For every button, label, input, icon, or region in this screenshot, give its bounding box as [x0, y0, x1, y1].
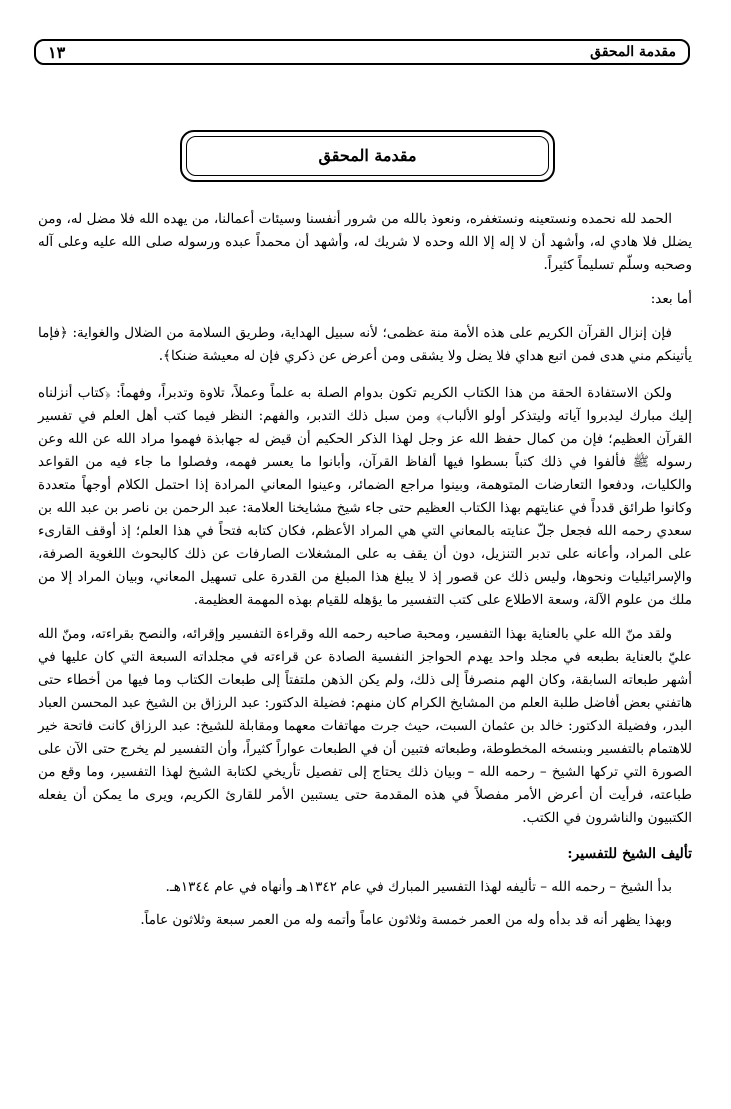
section-title-frame	[180, 130, 555, 182]
header-title: مقدمة المحقق	[590, 44, 676, 60]
paragraph-amma-baad: أما بعد:	[650, 291, 692, 307]
paragraph-benefit: ولكن الاستفادة الحقة من هذا الكتاب الكريم تكون بدوام الصلة به علماً وعملاً، تلاوة وتدبراً، وفهماً: ﴿كتاب أنزلناه إليك مبارك ليدبروا آياته وليتذكر أولو الألباب﴾ ومن سبل ذلك التدبر، والفهم: النظر فيما كتب أهل العلم في تفسير القرآن العظيم؛ فإن من كمال حفظ الله عز وجل لهذا الذكر الحكيم أن قيض له جهابذة فهموا مراد الله عن الله وعن رسوله ﷺ فألفوا في ذلك كتباً بسطوا فيها ألفاظ القرآن، وأبانوا ما يعسر فهمه، وفصلوا ما جاء فيه من القواعد والكليات، ودفعوا التعارضات المتوهمة، وبينوا مراجع الضمائر، وعينوا المعاني المرادة إذا احتمل الكلام أوجهاً متعددة وكانوا طرائق قدداً في عنايتهم بهذا الكتاب العظيم حتى جاء شيخ مشايخنا العلامة: عبد الرحمن بن ناصر بن عبد الله بن سعدي رحمه الله فجعل جلّ عنايته بالمعاني التي هي المراد الأعظم، فكان كتابه فتحاً في هذا العلم؛ إذ أوقف القارىء على المراد، وأعانه على تدبر التنزيل، دون أن يقف به على المشغلات الصارفات عن ذلك كالبحوث اللغوية الصرفة، والإسرائيليات ونحوها، وليس ذلك عن قصور إذ لا يبلغ هذا المبلغ من القدرة على تسهيل المعاني، وبيان المراد إلا من ملك من علوم الآلة، وسعة الاطلاع على كتب التفسير ما يؤهله للقيام بهذه المهمة العظيمة.	[38, 385, 692, 608]
section-title: مقدمة المحقق	[318, 146, 417, 165]
authoring-line-2: وبهذا يظهر أنه قد بدأه وله من العمر خمسة وثلاثون عاماً وأتمه وله من العمر سبعة وثلاثون عاماً.	[140, 912, 672, 928]
authoring-line-1: بدأ الشيخ – رحمه الله – تأليفه لهذا التفسير المبارك في عام ١٣٤٢هـ وأنهاه في عام ١٣٤٤هـ.	[165, 879, 672, 895]
page-number: ١٣	[48, 42, 66, 62]
subheading-authoring: تأليف الشيخ للتفسير:	[567, 846, 692, 862]
paragraph-opening: الحمد لله نحمده ونستعينه ونستغفره، ونعوذ بالله من شرور أنفسنا وسيئات أعمالنا، من يهده الله فلا مضل له، ومن يضلل فلا هادي له، وأشهد أن لا إله إلا الله وحده لا شريك له، وأشهد أن محمداً عبده ورسوله صلى الله عليه وعلى آله وصحبه وسلّم تسليماً كثيراً.	[38, 211, 692, 273]
paragraph-editing-story: ولقد منّ الله علي بالعناية بهذا التفسير، ومحبة صاحبه رحمه الله وقراءة التفسير وإقرائه، والنصح بقراءته، ومنّ الله عليّ بالعناية بطبعه في مجلد واحد يهدم الحواجز النفسية الصادة عن قراءته في مجلداته السبعة التي كان عليها في أشهر طبعاته السابقة، وكان الهم منصرفاً إلى ذلك، ولم يكن الذهن ملتفتاً إلى طبعات الكتاب وما فيها من أخطاء حتى هاتفني بعض أفاضل طلبة العلم من المشايخ الكرام كان منهم: فضيلة الدكتور: عبد الرزاق بن الشيخ عبد المحسن العباد البدر، وفضيلة الدكتور: خالد بن عثمان السبت، حيث جرت مهاتفات معهما ومقابلة للشيخ: عبد الرزاق كانت فاتحة خير للاهتمام بالتفسير وبنسخه المخطوطة، وطبعاته فتبين أن في الطبعات عواراً كثيراً، وأن التفسير لم يخرج حتى الآن على الصورة التي تركها الشيخ – رحمه الله – وبيان ذلك يحتاج إلى تفصيل تأريخي لكتابة الشيخ لهذا التفسير، وما وقع من طباعته، فرأيت أن أعرض الأمر مفصلاً في هذه المقدمة حتى يستبين الأمر للقارئ الكريم، ويرى ما يمكن أن يفعله الكتبيون والناشرون في الكتب.	[38, 626, 692, 826]
paragraph-quran-revelation: فإن إنزال القرآن الكريم على هذه الأمة منة عظمى؛ لأنه سبيل الهداية، وطريق السلامة من الضلال والغواية: ﴿فإما يأتينكم مني هدى فمن اتبع هداي فلا يضل ولا يشقى ومن أعرض عن ذكري فإن له معيشة ضنكا﴾.	[38, 325, 692, 364]
page-body	[38, 208, 692, 932]
running-header	[34, 39, 690, 65]
